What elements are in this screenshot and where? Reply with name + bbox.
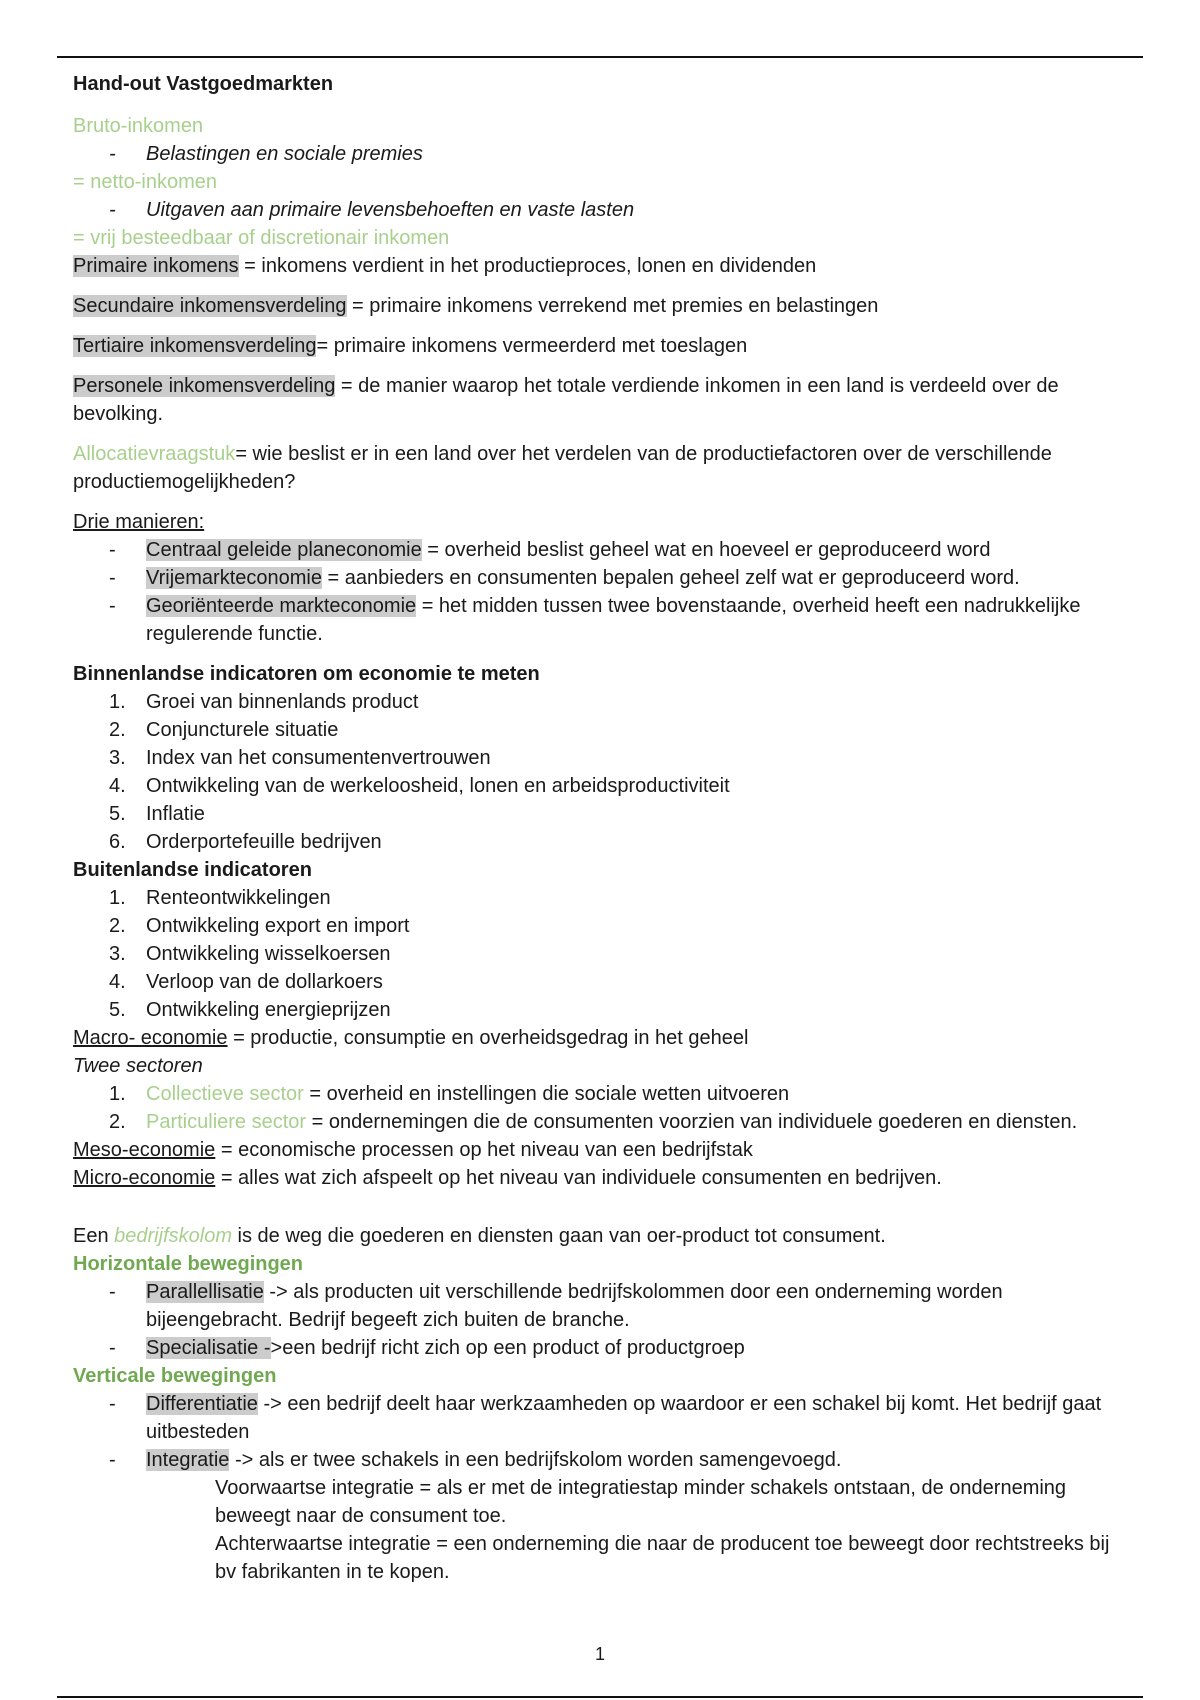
definition-text: = economische processen op het niveau van een bedrijfstak [215,1139,753,1161]
income-bruto: Bruto-inkomen [73,115,204,137]
list-text: Ontwikkeling wisselkoersen [146,943,391,965]
definition-text: = wie beslist er in een land over het verdelen van de productiefactoren over de verschillende productiemogelijkheden? [73,443,1052,493]
term-highlight: Specialisatie - [146,1337,271,1359]
list-text: Conjuncturele situatie [146,719,339,741]
sectoren-list [73,1080,1133,1136]
horizontale-heading: Horizontale bewegingen [73,1253,304,1275]
list-item [73,828,1133,856]
list-item [73,688,1133,716]
definition-text: -> een bedrijf deelt haar werkzaamheden op waardoor er een schakel bij komt. Het bedrijf gaat uitbesteden [146,1393,1102,1443]
list-item [73,744,1133,772]
list-number: 2. [109,1111,126,1133]
list-item: - Belastingen en sociale premies [73,140,1133,168]
verticale-list [73,1390,1133,1474]
term-green-italic: bedrijfskolom [114,1225,232,1247]
def-secundaire [73,292,1133,320]
def-macro [73,1024,1133,1052]
term-green: Allocatievraagstuk [73,443,236,465]
definition-text: = de manier waarop het totale verdiende inkomen in een land is verdeeld over de bevolking. [73,375,1059,425]
term-highlight: Parallellisatie [146,1281,264,1303]
income-netto: = netto-inkomen [73,171,217,193]
list-item [73,1108,1133,1136]
income-minus-list-1 [73,140,1133,168]
horizontale-list [73,1278,1133,1362]
list-number: 5. [109,999,126,1021]
top-rule [57,56,1143,58]
twee-sectoren-heading: Twee sectoren [73,1055,203,1077]
list-text: Ontwikkeling energieprijzen [146,999,391,1021]
list-number: 1. [109,691,126,713]
list-item [73,1334,1133,1362]
definition-text: = overheid beslist geheel wat en hoeveel er geproduceerd word [421,539,991,561]
term-highlight: Differentiatie [146,1393,258,1415]
definition-text: is de weg die goederen en diensten gaan van oer-product tot consument. [231,1225,886,1247]
definition-text: = het midden tussen twee bovenstaande, overheid heeft een nadrukkelijke regulerende functie. [146,595,1081,645]
definition-text: -> als producten uit verschillende bedrijfskolommen door een onderneming worden bijeengebracht. Bedrijf begeeft zich buiten de branche. [146,1281,1003,1331]
income-minus-list-2 [73,196,1133,224]
list-item [73,1446,1133,1474]
list-item [73,772,1133,800]
list-item [73,884,1133,912]
list-number: 1. [109,1083,126,1105]
definition-text: >een bedrijf richt zich op een product of productgroep [270,1337,745,1359]
list-text: Verloop van de dollarkoers [146,971,383,993]
list-number: 4. [109,775,126,797]
term-highlight: Tertiaire inkomensverdeling [73,335,317,357]
definition-text: = inkomens verdient in het productieproces, lonen en dividenden [238,255,817,277]
drie-manieren-heading: Drie manieren: [73,511,205,533]
def-micro [73,1164,1133,1192]
term-underlined: Micro-economie [73,1167,216,1189]
term-highlight: Secundaire inkomensverdeling [73,295,347,317]
definition-text: = overheid en instellingen die sociale wetten uitvoeren [303,1083,790,1105]
term-highlight: Centraal geleide planeconomie [146,539,422,561]
def-allocatie [73,440,1133,496]
list-text: Renteontwikkelingen [146,887,331,909]
definition-text: = primaire inkomens verrekend met premies en belastingen [346,295,879,317]
income-vrij: = vrij besteedbaar of discretionair inkomen [73,227,450,249]
binnenlandse-heading: Binnenlandse indicatoren om economie te meten [73,663,540,685]
list-text: Ontwikkeling van de werkeloosheid, lonen en arbeidsproductiviteit [146,775,730,797]
term-highlight: Georiënteerde markteconomie [146,595,417,617]
definition-text: = ondernemingen die de consumenten voorzien van individuele goederen en diensten. [306,1111,1078,1133]
document-page [73,70,1133,1586]
list-item [73,996,1133,1024]
term-green: Collectieve sector [146,1083,304,1105]
list-item [73,716,1133,744]
term-highlight: Vrijemarkteconomie [146,567,322,589]
list-item [73,592,1133,648]
term-green: Particuliere sector [146,1111,307,1133]
list-text: Orderportefeuille bedrijven [146,831,382,853]
achterwaartse-integratie: Achterwaartse integratie = een onderneming die naar de producent toe beweegt door rechtstreeks bij bv fabrikanten in te kopen. [215,1533,1110,1583]
list-item [73,1080,1133,1108]
list-number: 6. [109,831,126,853]
list-item [73,912,1133,940]
list-item [73,536,1133,564]
term-highlight: Integratie [146,1449,230,1471]
def-tertiaire [73,332,1133,360]
list-number: 4. [109,971,126,993]
document-title: Hand-out Vastgoedmarkten [73,73,334,95]
list-text: Index van het consumentenvertrouwen [146,747,491,769]
list-text: Ontwikkeling export en import [146,915,410,937]
list-item [73,1390,1133,1446]
definition-text: = productie, consumptie en overheidsgedrag in het geheel [227,1027,749,1049]
list-item: - Uitgaven aan primaire levensbehoeften en vaste lasten [73,196,1133,224]
list-item [73,968,1133,996]
buitenlandse-heading: Buitenlandse indicatoren [73,859,312,881]
sentence-start: Een [73,1225,115,1247]
term-underlined: Macro- economie [73,1027,228,1049]
list-item [73,800,1133,828]
term-highlight: Primaire inkomens [73,255,239,277]
def-meso [73,1136,1133,1164]
definition-text: = alles wat zich afspeelt op het niveau van individuele consumenten en bedrijven. [215,1167,942,1189]
list-text: Groei van binnenlands product [146,691,419,713]
drie-manieren-list [73,536,1133,648]
list-number: 5. [109,803,126,825]
definition-text: -> als er twee schakels in een bedrijfskolom worden samengevoegd. [229,1449,842,1471]
list-number: 1. [109,887,126,909]
list-item [73,940,1133,968]
list-number: 3. [109,943,126,965]
page-number: 1 [594,1644,605,1664]
buitenlandse-list [73,884,1133,1024]
list-number: 3. [109,747,126,769]
list-item [73,564,1133,592]
list-number: 2. [109,915,126,937]
def-personele [73,372,1133,428]
definition-text: = aanbieders en consumenten bepalen geheel zelf wat er geproduceerd word. [322,567,1020,589]
bottom-rule [57,1696,1143,1698]
voorwaartse-integratie: Voorwaartse integratie = als er met de integratiestap minder schakels ontstaan, de onderneming beweegt naar de consument toe. [215,1477,1067,1527]
def-primaire [73,252,1133,280]
term-highlight: Personele inkomensverdeling [73,375,336,397]
term-underlined: Meso-economie [73,1139,216,1161]
list-number: 2. [109,719,126,741]
list-item [73,1278,1133,1334]
verticale-heading: Verticale bewegingen [73,1365,277,1387]
definition-text: = primaire inkomens vermeerderd met toeslagen [316,335,748,357]
def-bedrijfskolom [73,1222,1133,1250]
list-text: Inflatie [146,803,205,825]
binnenlandse-list [73,688,1133,856]
